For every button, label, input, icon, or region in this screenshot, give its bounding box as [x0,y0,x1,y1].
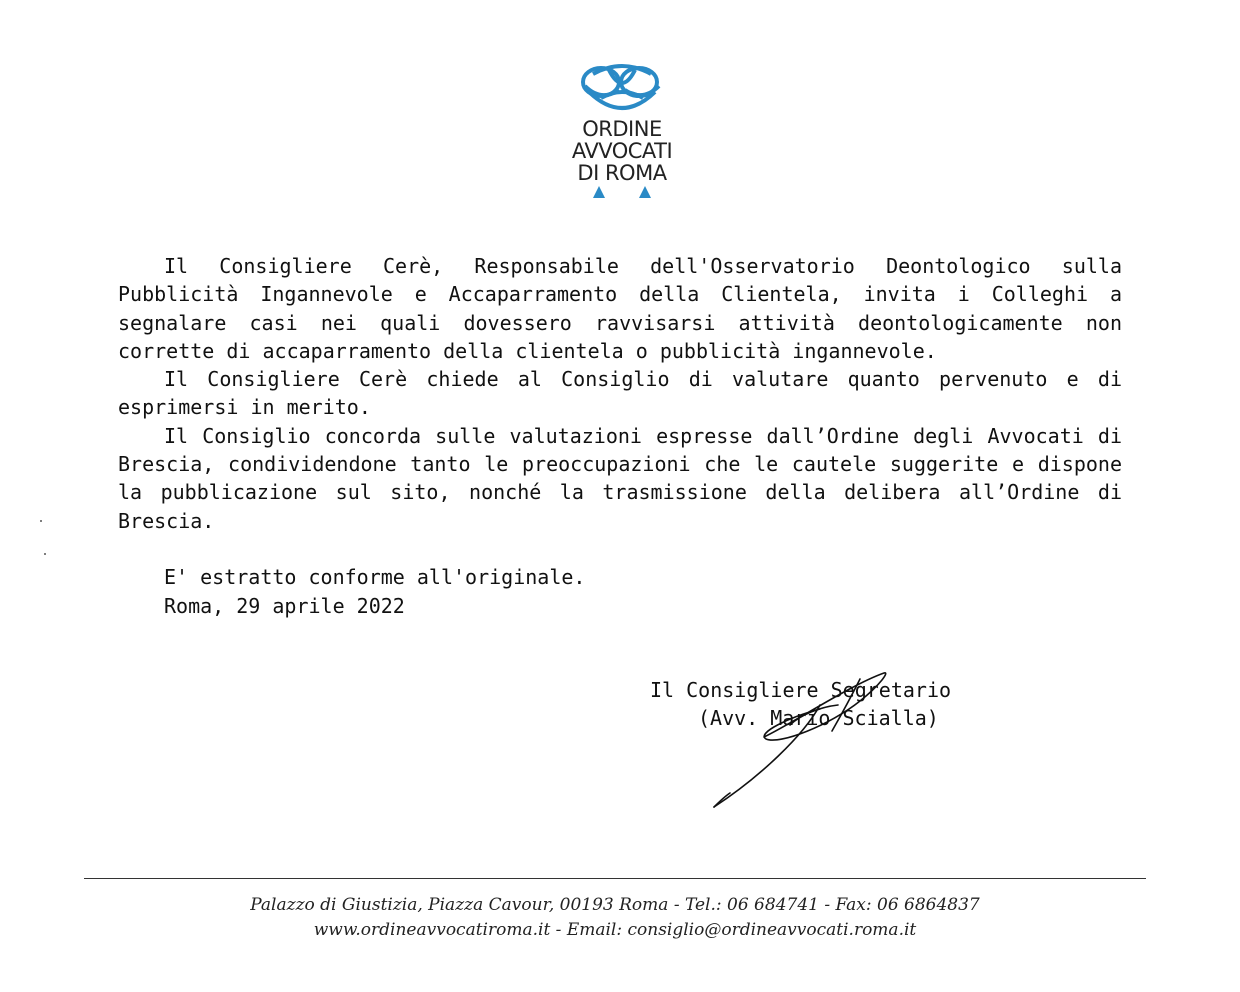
place-date: Roma, 29 aprile 2022 [164,593,405,618]
footer-address: Palazzo di Giustizia, Piazza Cavour, 00193 Roma - Tel.: 06 684741 - Fax: 06 6864837 [250,895,980,915]
logo-wordmark [557,118,687,184]
knot-emblem-icon [579,62,665,118]
paragraph-decision: Il Consiglio concorda sulle valutazioni espresse dall’Ordine degli Avvocati di Brescia, condividendone tanto le preoccupazioni che le cautele suggerite e dispone la pubblicazione sul sito, nonché la trasmissione della delibera all’Ordine di Brescia. [118,423,1122,533]
letter-body [118,252,1122,620]
logo-line-2: AVVOCATI [571,139,673,163]
footer-contacts [84,893,1146,943]
footer-divider [84,878,1146,879]
signatory-role: Il Consigliere Segretario [650,678,952,702]
scan-speck [40,520,42,522]
paragraph-observatory: Il Consigliere Cerè, Responsabile dell'Osservatorio Deontologico sulla Pubblicità Ingannevole e Accaparramento della Clientela, invita i Colleghi a segnalare casi nei quali dovessero ravvisarsi attività deontologicamente non corrette di accaparramento della clientela o pubblicità ingannevole. [118,254,1122,363]
signatory-name: (Avv. Mario Scialla) [698,706,939,731]
logo-line-1: ORDINE [582,117,662,141]
spacer [118,535,1122,563]
footer-web-email: www.ordineavvocatiroma.it - Email: consiglio@ordineavvocati.roma.it [313,920,917,940]
paragraph-request: Il Consigliere Cerè chiede al Consiglio di valutare quanto pervenuto e di esprimersi in merito. [118,367,1122,420]
logo-line-3: DI ROMA [577,161,667,185]
certification-text: E' estratto conforme all'originale. [164,565,586,590]
scan-speck [44,553,46,555]
bar-association-logo [557,58,687,203]
logo-base-icon [593,186,651,198]
handwritten-signature [700,665,900,815]
